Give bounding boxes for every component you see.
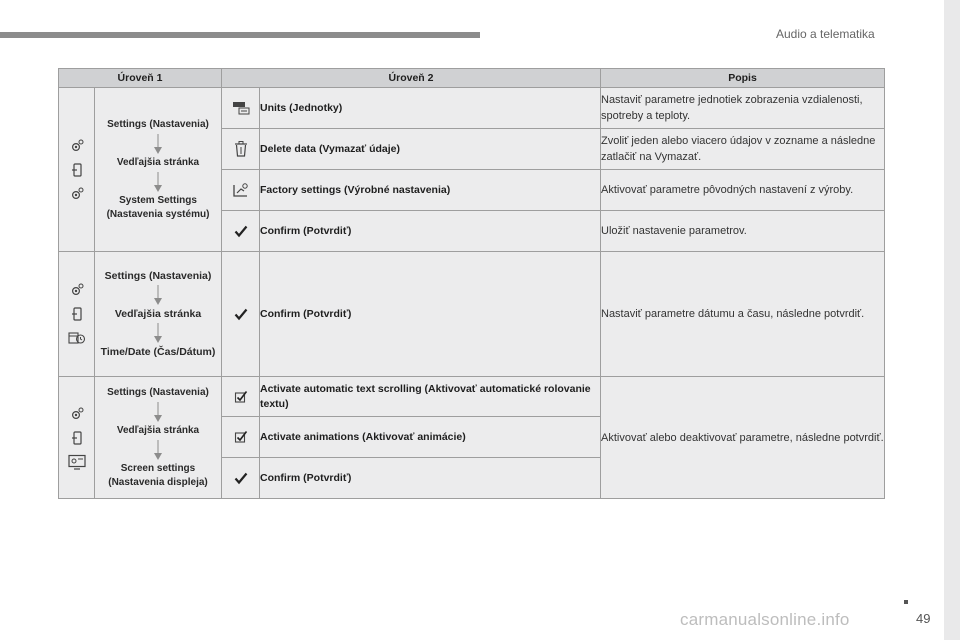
level1-nav-path — [95, 252, 222, 377]
function-animations: Activate animations (Aktivovať animácie) — [260, 417, 601, 458]
table-row — [59, 377, 885, 417]
settings-gear-icon — [69, 406, 85, 422]
watermark: carmanualsonline.info — [680, 610, 850, 629]
nav-settings: Settings (Nastavenia) — [104, 270, 212, 282]
function-units: Units (Jednotky) — [260, 88, 601, 129]
function-text-scrolling: Activate automatic text scrolling (Aktivovať automatické rolovanie textu) — [260, 377, 601, 417]
arrow-down-icon — [154, 134, 162, 154]
nav-secondary-page: Vedľajšia stránka — [116, 424, 200, 436]
settings-table — [58, 68, 885, 499]
nav-settings: Settings (Nastavenia) — [107, 386, 209, 398]
arrow-down-icon — [154, 402, 162, 422]
description-units: Nastaviť parametre jednotiek zobrazenia vzdialenosti, spotreby a teploty. — [601, 88, 885, 129]
description-delete-data: Zvoliť jeden alebo viacero údajov v zozname a následne zatlačiť na Vymazať. — [601, 129, 885, 170]
checkbox-icon — [234, 430, 248, 444]
nav-secondary-page: Vedľajšia stránka — [114, 308, 202, 320]
units-icon — [231, 100, 251, 116]
level1-icons — [59, 377, 95, 499]
table-row — [59, 88, 885, 129]
system-settings-gear-icon — [69, 186, 85, 202]
table-row — [59, 252, 885, 377]
description-factory-settings: Aktivovať parametre pôvodných nastavení z výroby. — [601, 170, 885, 211]
function-factory-settings: Factory settings (Výrobné nastavenia) — [260, 170, 601, 211]
description-confirm: Uložiť nastavenie parametrov. — [601, 211, 885, 252]
function-confirm: Confirm (Potvrdiť) — [260, 458, 601, 499]
checkmark-icon — [234, 471, 248, 485]
table-header-row — [59, 69, 885, 88]
arrow-down-icon — [154, 440, 162, 460]
trash-icon — [233, 140, 249, 158]
function-delete-data: Delete data (Vymazať údaje) — [260, 129, 601, 170]
page-dot — [904, 600, 908, 604]
arrow-down-icon — [154, 172, 162, 192]
phone-page-icon — [69, 306, 85, 322]
settings-gear-icon — [69, 282, 85, 298]
phone-page-icon — [69, 162, 85, 178]
column-header-level2: Úroveň 2 — [222, 69, 601, 88]
arrow-down-icon — [154, 285, 162, 305]
phone-page-icon — [69, 430, 85, 446]
checkbox-icon — [234, 390, 248, 404]
level1-nav-path — [95, 377, 222, 499]
description-time-date: Nastaviť parametre dátumu a času, následne potvrdiť. — [601, 252, 885, 377]
level1-nav-path — [95, 88, 222, 252]
function-confirm: Confirm (Potvrdiť) — [260, 252, 601, 377]
function-confirm: Confirm (Potvrdiť) — [260, 211, 601, 252]
page-number: 49 — [916, 611, 931, 626]
nav-secondary-page: Vedľajšia stránka — [116, 156, 200, 168]
section-title: Audio a telematika — [776, 27, 875, 41]
nav-system-settings: System Settings (Nastavenia systému) — [106, 194, 210, 220]
page-edge-strip — [944, 0, 960, 640]
nav-screen-settings: Screen settings (Nastavenia displeja) — [108, 462, 208, 488]
nav-settings: Settings (Nastavenia) — [107, 118, 209, 130]
description-screen-settings: Aktivovať alebo deaktivovať parametre, následne potvrdiť. — [601, 377, 885, 499]
checkmark-icon — [234, 224, 248, 238]
nav-time-date: Time/Date (Čas/Dátum) — [100, 346, 216, 358]
column-header-description: Popis — [601, 69, 885, 88]
factory-settings-icon — [232, 182, 250, 198]
column-header-level1: Úroveň 1 — [59, 69, 222, 88]
time-date-icon — [68, 330, 86, 346]
arrow-down-icon — [154, 323, 162, 343]
checkmark-icon — [234, 307, 248, 321]
level1-icons — [59, 252, 95, 377]
header-bar — [0, 32, 480, 38]
settings-gear-icon — [69, 138, 85, 154]
level1-icons — [59, 88, 95, 252]
screen-settings-icon — [68, 454, 86, 470]
